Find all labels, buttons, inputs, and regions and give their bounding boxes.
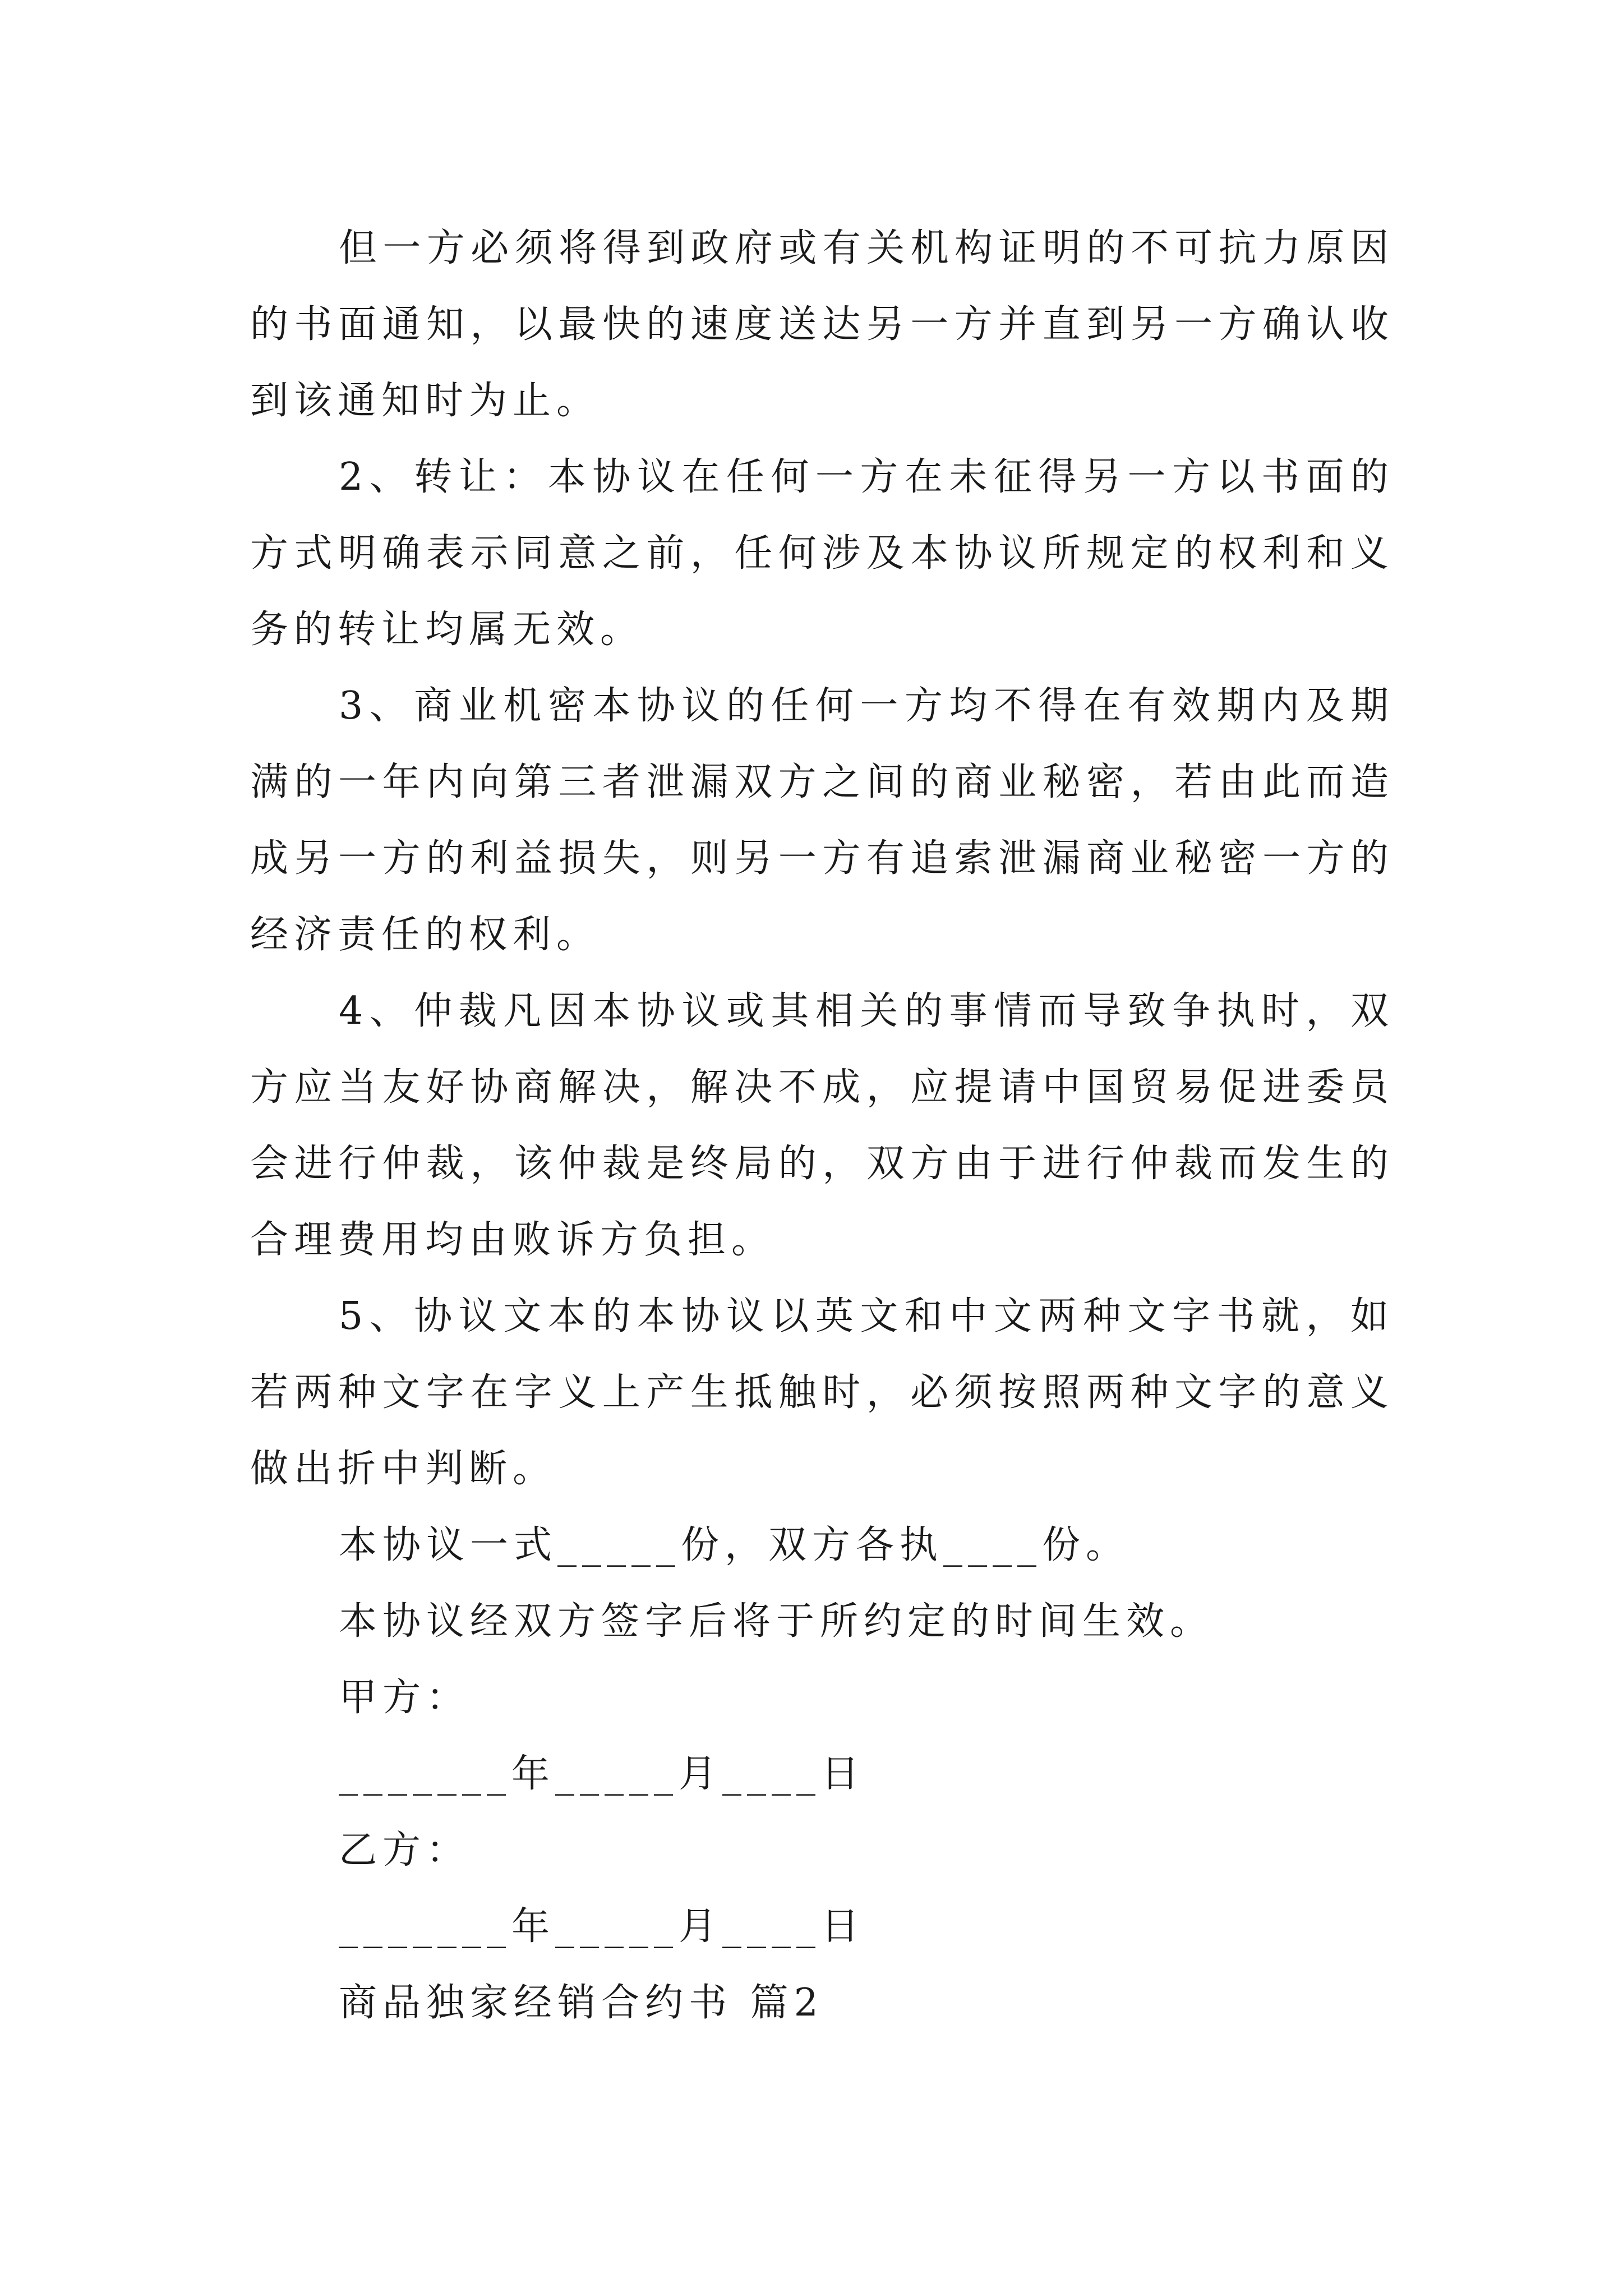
party-a-date: _______年_____月____日 [339,1752,865,1796]
effective-line: 本协议经双方签字后将于所约定的时间生效。 [339,1599,1214,1644]
paragraph-agreement-text-clause: 5、协议文本的本协议以英文和中文两种文字书就，如若两种文字在字义上产生抵触时，必须按照两种文字的意义做出折中判断。 [250,1294,1394,1491]
document-body [250,210,1394,2041]
next-section-title: 商品独家经销合约书 篇2 [339,1981,824,2025]
paragraph-transfer-clause: 2、转让：本协议在任何一方在未征得另一方以书面的方式明确表示同意之前，任何涉及本协议所规定的权利和义务的转让均属无效。 [250,455,1394,652]
paragraph-force-majeure-notice: 但一方必须将得到政府或有关机构证明的不可抗力原因的书面通知，以最快的速度送达另一方并直到另一方确认收到该通知时为止。 [250,226,1394,423]
paragraph-arbitration-clause: 4、仲裁凡因本协议或其相关的事情而导致争执时，双方应当友好协商解决，解决不成，应提请中国贸易促进委员会进行仲裁，该仲裁是终局的，双方由于进行仲裁而发生的合理费用均由败诉方负担。 [250,989,1394,1262]
party-b-label: 乙方： [339,1828,471,1872]
copies-line: 本协议一式_____份，双方各执____份。 [339,1523,1130,1567]
party-a-label: 甲方： [339,1676,471,1720]
party-b-date: _______年_____月____日 [339,1904,865,1949]
paragraph-confidentiality-clause: 3、商业机密本协议的任何一方均不得在有效期内及期满的一年内向第三者泄漏双方之间的商业秘密，若由此而造成另一方的利益损失，则另一方有追索泄漏商业秘密一方的经济责任的权利。 [250,684,1394,957]
